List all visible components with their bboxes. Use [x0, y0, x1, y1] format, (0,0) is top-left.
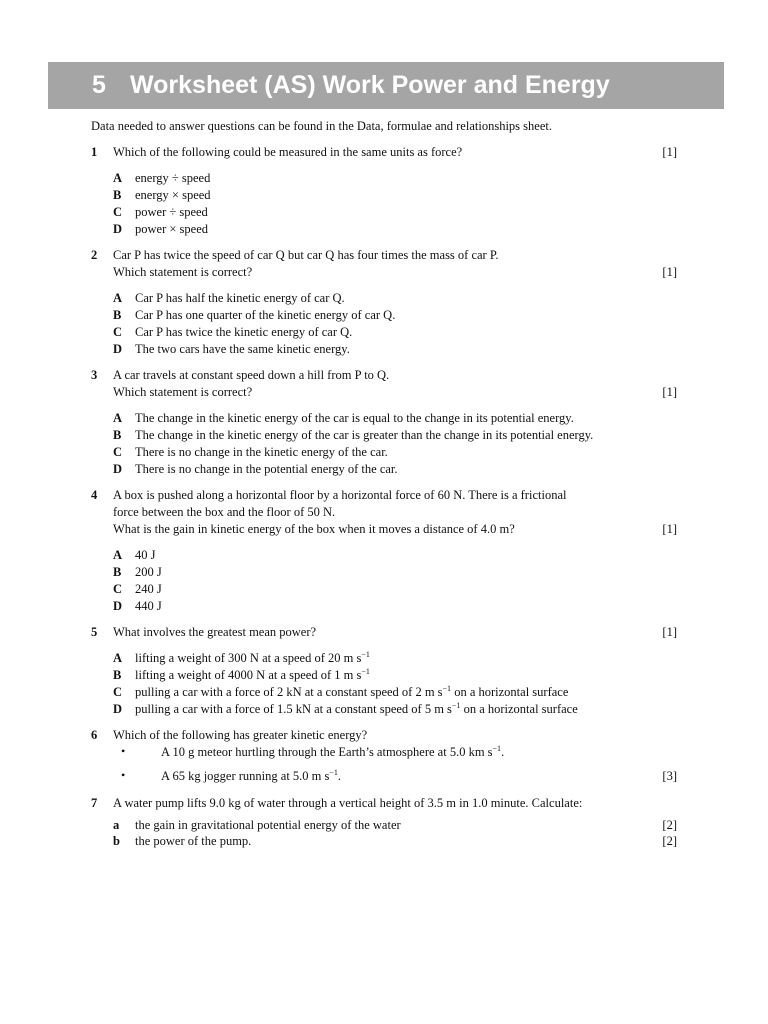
- option-text: The two cars have the same kinetic energy.: [135, 342, 350, 356]
- question-mark: [1]: [662, 145, 677, 159]
- bullet-icon: •: [121, 744, 126, 758]
- option-text-after: on a horizontal surface: [451, 685, 569, 699]
- unit-exponent: −1: [329, 767, 338, 777]
- question-number: 3: [91, 368, 98, 382]
- option-text: There is no change in the kinetic energy of the car.: [135, 445, 388, 459]
- question-text-line2: Which statement is correct?: [113, 385, 253, 399]
- option-letter: B: [113, 428, 122, 442]
- unit-exponent: −1: [361, 666, 370, 676]
- item-text: A 65 kg jogger running at 5.0 m s: [161, 769, 330, 783]
- item-text: A 10 g meteor hurtling through the Earth’s atmosphere at 5.0 km s: [161, 745, 493, 759]
- option-letter: C: [113, 205, 123, 219]
- part-letter: a: [113, 818, 120, 832]
- option-letter: B: [113, 565, 122, 579]
- question-mark: [1]: [662, 385, 677, 399]
- question-text-line1: A car travels at constant speed down a hill from P to Q.: [113, 368, 390, 382]
- question-text: A water pump lifts 9.0 kg of water through a vertical height of 3.5 m in 1.0 minute. Calculate:: [113, 796, 583, 810]
- option-letter: C: [113, 325, 123, 339]
- question-text-line3: What is the gain in kinetic energy of the box when it moves a distance of 4.0 m?: [113, 522, 515, 536]
- option-letter: B: [113, 308, 122, 322]
- option-text: lifting a weight of 4000 N at a speed of 1 m s: [135, 668, 362, 682]
- unit-exponent: −1: [442, 683, 452, 693]
- question-mark: [1]: [662, 522, 677, 536]
- question-number: 2: [91, 248, 98, 262]
- option-text: Car P has half the kinetic energy of car Q.: [135, 291, 345, 305]
- question-text-line2: force between the box and the floor of 50 N.: [113, 505, 336, 519]
- option-text: energy × speed: [135, 188, 211, 202]
- option-letter: A: [113, 411, 123, 425]
- question-mark: [1]: [662, 265, 677, 279]
- question-number: 6: [91, 728, 98, 742]
- option-text-after: on a horizontal surface: [460, 702, 578, 716]
- option-text: power × speed: [135, 222, 208, 236]
- question-mark: [1]: [662, 625, 677, 639]
- option-letter: D: [113, 599, 123, 613]
- question-text: What involves the greatest mean power?: [113, 625, 317, 639]
- unit-exponent: −1: [492, 743, 502, 753]
- option-text: 240 J: [135, 582, 162, 596]
- question-number: 5: [91, 625, 98, 639]
- option-text: lifting a weight of 300 N at a speed of 20 m s: [135, 651, 362, 665]
- part-mark: [2]: [662, 818, 677, 832]
- option-letter: A: [113, 548, 123, 562]
- option-letter: C: [113, 685, 123, 699]
- option-text: pulling a car with a force of 1.5 kN at a constant speed of 5 m s: [135, 702, 452, 716]
- worksheet-number: 5: [92, 71, 106, 99]
- question-text: Which of the following could be measured in the same units as force?: [113, 145, 463, 159]
- question-text-line1: A box is pushed along a horizontal floor by a horizontal force of 60 N. There is a frictional: [113, 488, 567, 502]
- option-text: There is no change in the potential energy of the car.: [135, 462, 398, 476]
- item-text-after: .: [337, 769, 342, 783]
- question-text: Which of the following has greater kinetic energy?: [113, 728, 368, 742]
- option-text: Car P has twice the kinetic energy of car Q.: [135, 325, 353, 339]
- option-text: pulling a car with a force of 2 kN at a constant speed of 2 m s: [135, 685, 443, 699]
- part-text: the power of the pump.: [135, 834, 252, 848]
- option-letter: D: [113, 702, 123, 716]
- option-letter: C: [113, 582, 123, 596]
- part-mark: [2]: [662, 834, 677, 848]
- option-letter: A: [113, 171, 123, 185]
- question-text-line2: Which statement is correct?: [113, 265, 253, 279]
- option-text: power ÷ speed: [135, 205, 208, 219]
- option-letter: C: [113, 445, 123, 459]
- question-number: 7: [91, 796, 98, 810]
- part-letter: b: [113, 834, 120, 848]
- unit-exponent: −1: [361, 649, 370, 659]
- question-number: 4: [91, 488, 98, 502]
- option-letter: D: [113, 222, 123, 236]
- option-letter: A: [113, 651, 123, 665]
- option-text: 200 J: [135, 565, 162, 579]
- list-item: [161, 769, 341, 784]
- part-text: the gain in gravitational potential energy of the water: [135, 818, 401, 832]
- bullet-icon: •: [121, 768, 126, 782]
- option-text: The change in the kinetic energy of the car is equal to the change in its potential energy.: [135, 411, 574, 425]
- worksheet-title: Worksheet (AS) Work Power and Energy: [130, 71, 610, 99]
- item-text-after: .: [501, 745, 505, 759]
- unit-exponent: −1: [451, 700, 461, 710]
- option-letter: A: [113, 291, 123, 305]
- intro-text: Data needed to answer questions can be found in the Data, formulae and relationships sheet.: [91, 119, 552, 133]
- option-text: The change in the kinetic energy of the car is greater than the change in its potential energy.: [135, 428, 594, 442]
- question-mark: [3]: [662, 769, 677, 783]
- question-text-line1: Car P has twice the speed of car Q but car Q has four times the mass of car P.: [113, 248, 499, 262]
- option-text: Car P has one quarter of the kinetic energy of car Q.: [135, 308, 396, 322]
- option-text: 440 J: [135, 599, 162, 613]
- option-letter: D: [113, 342, 123, 356]
- question-number: 1: [91, 145, 98, 159]
- worksheet-header: [48, 62, 724, 109]
- option-letter: D: [113, 462, 123, 476]
- option-letter: B: [113, 668, 122, 682]
- option-text: energy ÷ speed: [135, 171, 211, 185]
- option-text: 40 J: [135, 548, 156, 562]
- option-letter: B: [113, 188, 122, 202]
- list-item: [161, 745, 504, 760]
